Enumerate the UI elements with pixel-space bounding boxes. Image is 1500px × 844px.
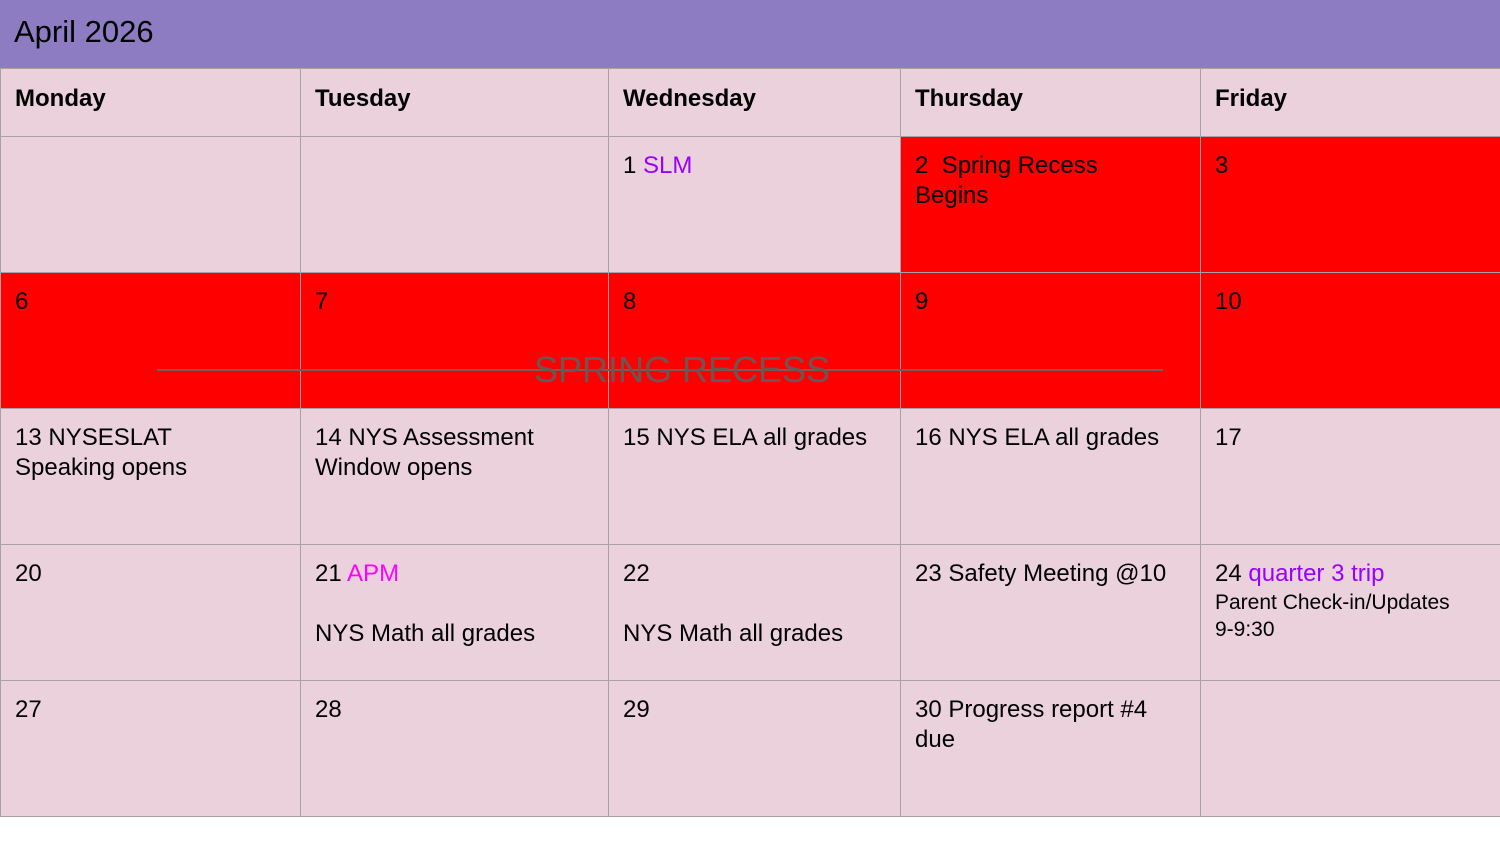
- day-number: 29: [623, 696, 650, 723]
- weekday-label: Tuesday: [315, 85, 411, 112]
- day-content: [609, 137, 900, 181]
- day-cell-apr-30[interactable]: [901, 681, 1201, 817]
- day-cell-empty[interactable]: [1201, 681, 1500, 817]
- day-cell-apr-21[interactable]: [301, 545, 609, 681]
- day-content: [609, 545, 900, 649]
- event-link-slm[interactable]: SLM: [643, 152, 693, 179]
- day-cell-apr-9[interactable]: [901, 273, 1201, 409]
- day-number: 17: [1215, 424, 1242, 451]
- header-friday: [1201, 69, 1500, 137]
- day-content: 14 NYS Assessment Window opens: [315, 424, 534, 481]
- day-cell-apr-28[interactable]: [301, 681, 609, 817]
- spring-recess-banner: SPRING RECESS: [534, 349, 831, 390]
- day-number: 22: [623, 560, 650, 587]
- event-text: NYS Math all grades: [623, 620, 844, 647]
- day-number: 1: [623, 152, 637, 179]
- day-number: 10: [1215, 288, 1242, 315]
- day-cell-empty[interactable]: [301, 137, 609, 273]
- day-content: 30 Progress report #4 due: [915, 696, 1148, 753]
- week-row-2: [1, 273, 1500, 409]
- day-cell-apr-7[interactable]: [301, 273, 609, 409]
- week-row-5: [1, 681, 1500, 817]
- calendar-grid: [0, 68, 1500, 817]
- day-cell-apr-15[interactable]: [609, 409, 901, 545]
- weekday-label: Thursday: [915, 85, 1024, 112]
- day-content: 15 NYS ELA all grades: [623, 424, 868, 451]
- day-number: 24: [1215, 560, 1242, 587]
- day-number: 27: [15, 696, 42, 723]
- day-number: 3: [1215, 152, 1229, 179]
- event-time: 9-9:30: [1215, 618, 1275, 641]
- day-content: [1201, 545, 1500, 643]
- header-tuesday: [301, 69, 609, 137]
- event-link-apm[interactable]: APM: [347, 560, 400, 587]
- day-cell-apr-8[interactable]: [609, 273, 901, 409]
- day-number: 6: [15, 288, 29, 315]
- day-cell-apr-16[interactable]: [901, 409, 1201, 545]
- day-cell-apr-24[interactable]: [1201, 545, 1500, 681]
- weekday-header-row: [1, 69, 1500, 137]
- header-thursday: [901, 69, 1201, 137]
- spacer: [315, 589, 594, 619]
- day-cell-apr-23[interactable]: [901, 545, 1201, 681]
- day-cell-apr-17[interactable]: [1201, 409, 1500, 545]
- day-cell-apr-2[interactable]: [901, 137, 1201, 273]
- event-link-quarter-trip[interactable]: quarter 3 trip: [1248, 560, 1385, 587]
- weekday-label: Friday: [1215, 85, 1288, 112]
- header-wednesday: [609, 69, 901, 137]
- week-row-4: [1, 545, 1500, 681]
- day-content: 2 Spring Recess Begins: [915, 152, 1098, 209]
- day-number: 21: [315, 560, 342, 587]
- calendar-title-bar: [0, 0, 1500, 68]
- weekday-label: Wednesday: [623, 85, 756, 112]
- day-cell-apr-6[interactable]: [1, 273, 301, 409]
- day-cell-apr-10[interactable]: [1201, 273, 1500, 409]
- day-number: 28: [315, 696, 342, 723]
- weekday-label: Monday: [15, 85, 106, 112]
- day-cell-apr-13[interactable]: [1, 409, 301, 545]
- day-cell-apr-22[interactable]: [609, 545, 901, 681]
- calendar-title: April 2026: [14, 14, 154, 49]
- event-text: Parent Check-in/Updates: [1215, 591, 1450, 614]
- spacer: [623, 589, 886, 619]
- day-content: 13 NYSESLAT Speaking opens: [15, 424, 188, 481]
- day-number: 8: [623, 288, 637, 315]
- week-row-3: [1, 409, 1500, 545]
- day-number: 7: [315, 288, 329, 315]
- day-cell-apr-1[interactable]: [609, 137, 901, 273]
- day-cell-apr-3[interactable]: [1201, 137, 1500, 273]
- day-cell-apr-20[interactable]: [1, 545, 301, 681]
- day-cell-apr-27[interactable]: [1, 681, 301, 817]
- day-content: 23 Safety Meeting @10: [915, 560, 1167, 587]
- day-cell-apr-29[interactable]: [609, 681, 901, 817]
- day-cell-apr-14[interactable]: [301, 409, 609, 545]
- header-monday: [1, 69, 301, 137]
- day-content: 16 NYS ELA all grades: [915, 424, 1160, 451]
- day-number: 9: [915, 288, 929, 315]
- day-number: 20: [15, 560, 42, 587]
- day-content: [301, 545, 608, 649]
- week-row-1: [1, 137, 1500, 273]
- event-text: NYS Math all grades: [315, 620, 536, 647]
- day-cell-empty[interactable]: [1, 137, 301, 273]
